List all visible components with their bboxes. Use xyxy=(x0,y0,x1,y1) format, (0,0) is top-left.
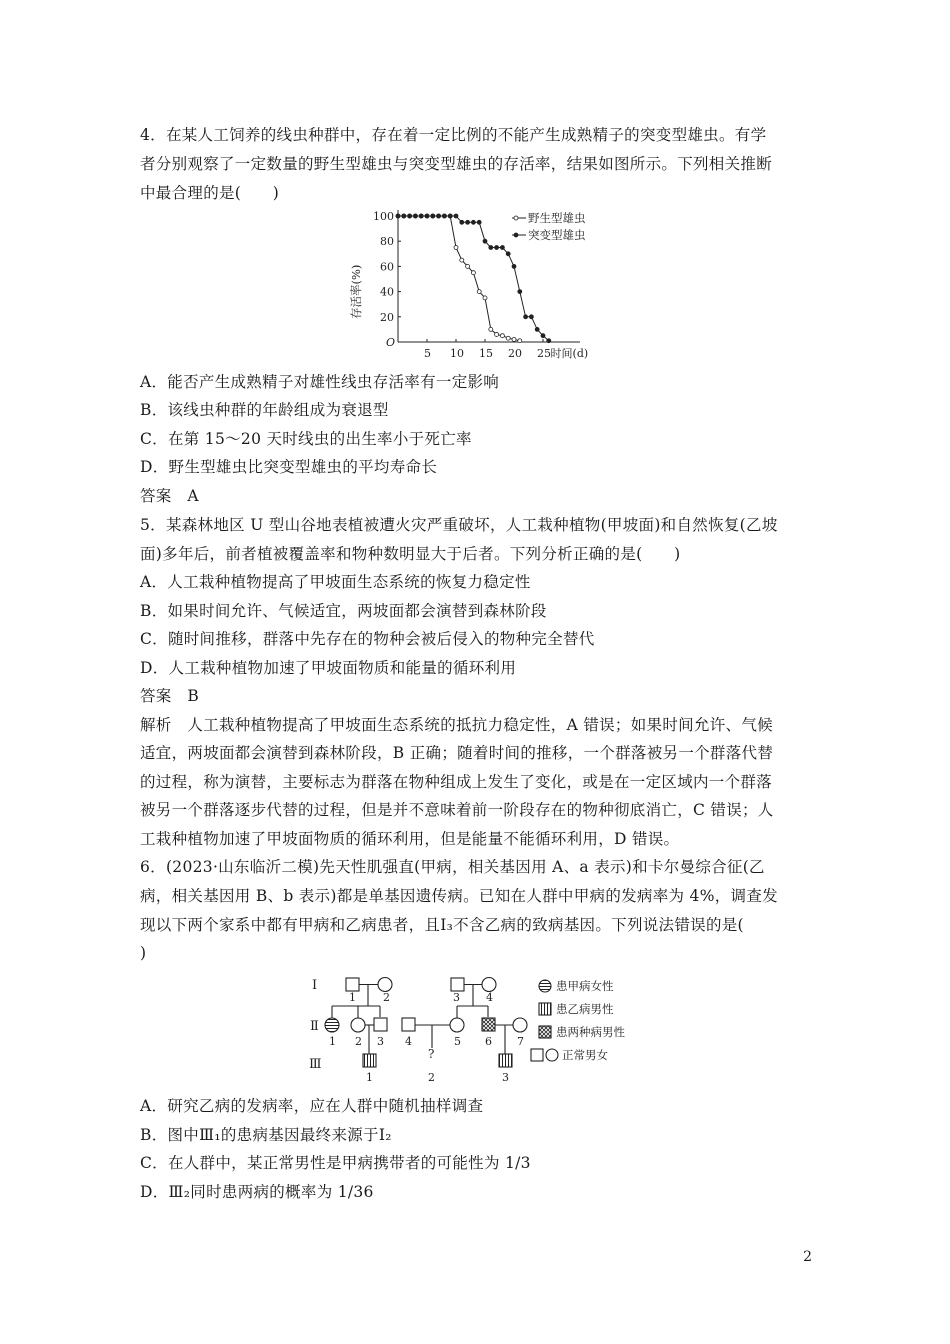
data-point-series-2 xyxy=(437,214,441,218)
data-point-series-2 xyxy=(460,220,464,224)
page-number: 2 xyxy=(803,1249,812,1265)
legend-symbol-both-male xyxy=(539,1026,551,1038)
pedigree-I1-male xyxy=(346,978,359,991)
q5-analysis-line-4: 被另一个群落逐步代替的过程，但是并不意味着前一阶段存在的物种彻底消亡，C 错误；人 xyxy=(140,801,774,819)
data-point-series-2 xyxy=(477,220,481,224)
q6-option-b: B．图中Ⅲ₁的患病基因最终来源于Ⅰ₂ xyxy=(140,1126,392,1144)
data-point-series-1 xyxy=(495,332,499,336)
data-point-series-2 xyxy=(466,220,470,224)
pedigree-num-I1: 1 xyxy=(349,991,356,1004)
gen-label-2: Ⅱ xyxy=(310,1019,319,1034)
data-point-series-1 xyxy=(471,271,475,275)
q5-analysis-line-1: 解析 人工栽种植物提高了甲坡面生态系统的抵抗力稳定性，A 错误；如果时间允许、气候 xyxy=(140,716,773,734)
data-point-series-2 xyxy=(396,214,400,218)
legend-marker-1 xyxy=(514,216,518,220)
y-tick-label: 60 xyxy=(380,260,394,274)
data-point-series-2 xyxy=(431,214,435,218)
data-point-series-1 xyxy=(483,296,487,300)
x-tick-label: 5 xyxy=(424,347,431,360)
pedigree-num-II4: 4 xyxy=(405,1035,412,1048)
data-point-series-2 xyxy=(419,214,423,218)
q4-stem-line-1: 4．在某人工饲养的线虫种群中，存在着一定比例的不能产生成熟精子的突变型雄虫。有学 xyxy=(140,126,767,144)
x-tick-label: 15 xyxy=(479,347,493,360)
series-line-2 xyxy=(398,216,549,341)
data-point-series-2 xyxy=(471,220,475,224)
legend-label-both-male: 患两种病男性 xyxy=(556,1025,625,1039)
origin-label: O xyxy=(386,336,396,349)
q5-option-d: D．人工栽种植物加速了甲坡面物质和能量的循环利用 xyxy=(140,659,517,677)
pedigree-II4-male xyxy=(402,1018,415,1031)
x-tick-label: 25 xyxy=(537,347,551,360)
y-tick-label: 20 xyxy=(380,310,394,324)
q4-option-c: C．在第 15～20 天时线虫的出生率小于死亡率 xyxy=(140,430,472,448)
q4-option-d: D．野生型雄虫比突变型雄虫的平均寿命长 xyxy=(140,458,438,476)
legend-symbol-a-female xyxy=(539,980,551,992)
y-tick-label: 80 xyxy=(380,235,394,249)
pedigree-num-I3: 3 xyxy=(453,991,460,1004)
pedigree-I2-female xyxy=(378,978,392,992)
data-point-series-2 xyxy=(506,252,510,256)
data-point-series-2 xyxy=(518,290,522,294)
pedigree-I4-female xyxy=(482,978,496,992)
q5-analysis-line-5: 工栽种植物加速了甲坡面物质的循环利用，但是能量不能循环利用，D 错误。 xyxy=(140,830,680,848)
q6-option-a: A．研究乙病的发病率，应在人群中随机抽样调查 xyxy=(140,1097,484,1115)
pedigree-num-II3: 3 xyxy=(377,1035,384,1048)
pedigree-II2-female xyxy=(351,1018,365,1032)
data-point-series-2 xyxy=(547,339,551,343)
data-point-series-2 xyxy=(442,214,446,218)
legend-symbol-normal-male xyxy=(531,1049,543,1061)
gen-label-3: Ⅲ xyxy=(309,1057,322,1072)
q4-option-a: A．能否产生成熟精子对雄性线虫存活率有一定影响 xyxy=(140,373,500,391)
legend-symbol-normal-female xyxy=(546,1049,558,1061)
data-point-series-2 xyxy=(541,334,545,338)
q6-stem-line-1: 6．(2023·山东临沂二模)先天性肌强直(甲病，相关基因用 A、a 表示)和卡尔曼综合征(乙 xyxy=(140,858,765,876)
legend-symbol-b-male xyxy=(539,1003,551,1015)
q6-stem-line-2: 病，相关基因用 B、b 表示)都是单基因遗传病。已知在人群中甲病的发病率为 4%，调查发 xyxy=(140,887,778,905)
pedigree-num-I4: 4 xyxy=(486,991,493,1004)
pedigree-num-II7: 7 xyxy=(517,1035,524,1048)
q5-analysis-line-3: 的过程，称为演替，主要标志为群落在物种组成上发生了变化，或是在一定区域内一个群落 xyxy=(140,773,773,791)
q6-option-c: C．在人群中，某正常男性是甲病携带者的可能性为 1/3 xyxy=(140,1154,531,1172)
y-axis-label: 存活率(%) xyxy=(349,264,363,319)
q5-stem-line-2: 面)多年后，前者植被覆盖率和物种数明显大于后者。下列分析正确的是( ) xyxy=(140,545,681,563)
q4-stem-line-2: 者分别观察了一定数量的野生型雄虫与突变型雄虫的存活率，结果如图所示。下列相关推断 xyxy=(140,155,773,173)
pedigree-II7-female xyxy=(513,1018,527,1032)
pedigree-III3-affected-male xyxy=(499,1054,512,1067)
pedigree-II6-both-male xyxy=(482,1018,495,1031)
x-axis-label: 时间(d) xyxy=(550,347,589,360)
data-point-series-1 xyxy=(477,290,481,294)
q5-answer: 答案 B xyxy=(140,687,200,705)
data-point-series-1 xyxy=(512,337,516,341)
pedigree-num-II2: 2 xyxy=(355,1035,362,1048)
data-point-series-1 xyxy=(460,258,464,262)
legend-label-b-male: 患乙病男性 xyxy=(556,1002,614,1016)
data-point-series-1 xyxy=(454,246,458,250)
q5-analysis-line-2: 适宜，两坡面都会演替到森林阶段，B 正确；随着时间的推移，一个群落被另一个群落代替 xyxy=(140,744,774,762)
data-point-series-2 xyxy=(495,246,499,250)
data-point-series-1 xyxy=(500,334,504,338)
data-point-series-2 xyxy=(489,246,493,250)
y-tick-label: 40 xyxy=(380,285,394,299)
data-point-series-2 xyxy=(402,214,406,218)
q4-option-b: B．该线虫种群的年龄组成为衰退型 xyxy=(140,401,389,419)
legend-label-1: 野生型雄虫 xyxy=(528,211,586,225)
data-point-series-2 xyxy=(535,327,539,331)
q6-option-d: D．Ⅲ₂同时患两病的概率为 1/36 xyxy=(140,1183,374,1201)
data-point-series-2 xyxy=(512,264,516,268)
survival-rate-chart xyxy=(340,205,610,365)
q5-stem-line-1: 5．某森林地区 U 型山谷地表植被遭火灾严重破坏，人工栽种植物(甲坡面)和自然恢复(乙坡 xyxy=(140,516,778,534)
data-point-series-2 xyxy=(413,214,417,218)
x-tick-label: 20 xyxy=(508,347,522,360)
pedigree-unknown-mark: ? xyxy=(428,1047,435,1061)
data-point-series-2 xyxy=(408,214,412,218)
pedigree-I3-male xyxy=(451,978,464,991)
legend-label-2: 突变型雄虫 xyxy=(528,228,586,242)
q5-option-b: B．如果时间允许、气候适宜，两坡面都会演替到森林阶段 xyxy=(140,602,547,620)
data-point-series-2 xyxy=(524,315,528,319)
legend-label-a-female: 患甲病女性 xyxy=(556,979,614,993)
pedigree-III1-affected-male xyxy=(363,1054,376,1067)
data-point-series-2 xyxy=(529,315,533,319)
data-point-series-2 xyxy=(483,239,487,243)
pedigree-num-II5: 5 xyxy=(454,1035,461,1048)
q5-option-a: A．人工栽种植物提高了甲坡面生态系统的恢复力稳定性 xyxy=(140,573,531,591)
data-point-series-1 xyxy=(489,327,493,331)
data-point-series-1 xyxy=(518,339,522,343)
data-point-series-2 xyxy=(425,214,429,218)
y-tick-label: 100 xyxy=(373,210,394,223)
legend-label-normal: 正常男女 xyxy=(562,1048,608,1062)
q4-answer: 答案 A xyxy=(140,487,199,505)
data-point-series-1 xyxy=(466,264,470,268)
q6-stem-line-3: 现以下两个家系中都有甲病和乙病患者，且Ⅰ₃不含乙病的致病基因。下列说法错误的是( xyxy=(140,916,744,934)
pedigree-num-I2: 2 xyxy=(383,991,390,1004)
pedigree-II1-affected-female xyxy=(325,1018,339,1032)
q4-stem-line-3: 中最合理的是( ) xyxy=(140,184,280,202)
pedigree-num-III1: 1 xyxy=(366,1071,373,1084)
pedigree-num-III3: 3 xyxy=(502,1071,509,1084)
gen-label-1: Ⅰ xyxy=(312,978,318,993)
data-point-series-2 xyxy=(454,214,458,218)
pedigree-num-II6: 6 xyxy=(485,1035,492,1048)
data-point-series-2 xyxy=(448,214,452,218)
pedigree-num-III2: 2 xyxy=(428,1071,435,1084)
q6-stem-line-4: ) xyxy=(140,944,147,962)
data-point-series-2 xyxy=(500,246,504,250)
pedigree-II3-male xyxy=(374,1018,387,1031)
pedigree-diagram xyxy=(300,970,660,1085)
x-tick-label: 10 xyxy=(450,347,464,360)
legend-marker-2 xyxy=(514,233,518,237)
series-line-1 xyxy=(398,216,520,341)
q5-option-c: C．随时间推移，群落中先存在的物种会被后侵入的物种完全替代 xyxy=(140,630,595,648)
pedigree-II5-female xyxy=(450,1018,464,1032)
data-point-series-1 xyxy=(506,336,510,340)
pedigree-num-II1: 1 xyxy=(329,1035,336,1048)
